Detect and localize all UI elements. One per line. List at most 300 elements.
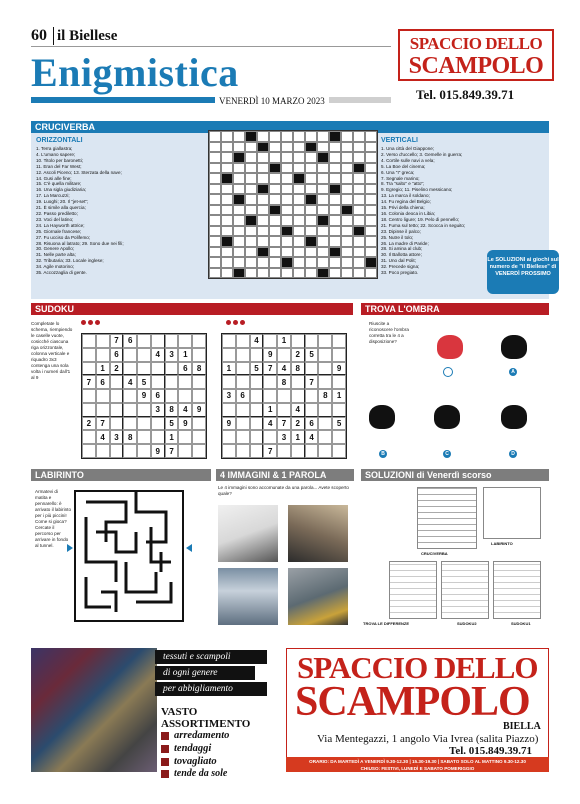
sudoku-cell[interactable] bbox=[291, 444, 305, 458]
sudoku-cell[interactable] bbox=[82, 430, 96, 444]
sudoku-cell[interactable] bbox=[236, 430, 250, 444]
crossword-cell[interactable] bbox=[257, 163, 269, 174]
crossword-cell[interactable] bbox=[365, 152, 377, 163]
crossword-grid[interactable] bbox=[208, 130, 378, 279]
crossword-cell[interactable] bbox=[353, 152, 365, 163]
crossword-cell[interactable] bbox=[305, 131, 317, 142]
sudoku-cell[interactable] bbox=[318, 348, 332, 362]
crossword-cell[interactable] bbox=[317, 205, 329, 216]
crossword-cell[interactable] bbox=[329, 142, 341, 153]
crossword-cell bbox=[233, 194, 245, 205]
crossword-cell[interactable] bbox=[305, 152, 317, 163]
sudoku-cell[interactable] bbox=[250, 417, 264, 431]
sudoku-cell[interactable] bbox=[236, 417, 250, 431]
option-c-badge[interactable]: C bbox=[443, 450, 451, 458]
crossword-cell[interactable] bbox=[209, 152, 221, 163]
crossword-cell[interactable] bbox=[293, 257, 305, 268]
crossword-cell[interactable] bbox=[353, 131, 365, 142]
sudoku-cell[interactable] bbox=[82, 389, 96, 403]
crossword-cell[interactable] bbox=[209, 142, 221, 153]
sudoku-cell[interactable] bbox=[250, 444, 264, 458]
sudoku-cell[interactable] bbox=[110, 417, 124, 431]
sudoku-cell[interactable] bbox=[222, 444, 236, 458]
crossword-cell[interactable] bbox=[281, 173, 293, 184]
top-advert[interactable] bbox=[398, 29, 554, 105]
crossword-cell[interactable] bbox=[365, 236, 377, 247]
crossword-cell[interactable] bbox=[293, 131, 305, 142]
option-d-badge[interactable]: D bbox=[509, 450, 517, 458]
sudoku-cell[interactable] bbox=[263, 375, 277, 389]
crossword-cell[interactable] bbox=[209, 131, 221, 142]
crossword-cell[interactable] bbox=[245, 142, 257, 153]
sudoku-cell[interactable] bbox=[318, 334, 332, 348]
crossword-cell[interactable] bbox=[341, 131, 353, 142]
sudoku-cell[interactable] bbox=[277, 389, 291, 403]
crossword-cell[interactable] bbox=[293, 184, 305, 195]
crossword-cell[interactable] bbox=[269, 268, 281, 279]
crossword-cell[interactable] bbox=[353, 184, 365, 195]
crossword-cell[interactable] bbox=[281, 268, 293, 279]
clue-down: 5. La Boe del cinema; bbox=[381, 163, 426, 169]
crossword-cell[interactable] bbox=[257, 236, 269, 247]
crossword-cell[interactable] bbox=[245, 163, 257, 174]
sudoku-cell[interactable] bbox=[110, 403, 124, 417]
crossword-cell[interactable] bbox=[293, 142, 305, 153]
sudoku-cell[interactable] bbox=[192, 389, 206, 403]
sudoku-cell: 5 bbox=[250, 362, 264, 376]
crossword-cell[interactable] bbox=[305, 163, 317, 174]
sudoku-cell[interactable] bbox=[151, 375, 165, 389]
sudoku-cell[interactable] bbox=[222, 348, 236, 362]
sudoku-cell[interactable] bbox=[178, 444, 192, 458]
clue-down: 8. Tra "salto" e "atto"; bbox=[381, 181, 425, 187]
crossword-cell[interactable] bbox=[209, 215, 221, 226]
crossword-cell[interactable] bbox=[269, 194, 281, 205]
crossword-cell[interactable] bbox=[329, 163, 341, 174]
sudoku-cell[interactable] bbox=[123, 417, 137, 431]
sudoku-cell[interactable] bbox=[236, 348, 250, 362]
crossword-cell[interactable] bbox=[221, 142, 233, 153]
crossword-cell[interactable] bbox=[221, 131, 233, 142]
crossword-cell[interactable] bbox=[245, 205, 257, 216]
crossword-cell[interactable] bbox=[257, 268, 269, 279]
sudoku-cell[interactable] bbox=[222, 403, 236, 417]
crossword-cell[interactable] bbox=[209, 236, 221, 247]
crossword-cell[interactable] bbox=[245, 257, 257, 268]
crossword-cell[interactable] bbox=[221, 226, 233, 237]
crossword-cell[interactable] bbox=[365, 205, 377, 216]
crossword-cell[interactable] bbox=[365, 247, 377, 258]
sudoku-grid-1[interactable] bbox=[81, 333, 207, 459]
crossword-cell[interactable] bbox=[221, 184, 233, 195]
crossword-cell[interactable] bbox=[209, 163, 221, 174]
crossword-cell bbox=[305, 194, 317, 205]
sudoku-cell[interactable] bbox=[236, 334, 250, 348]
crossword-cell[interactable] bbox=[353, 194, 365, 205]
crossword-cell[interactable] bbox=[317, 163, 329, 174]
crossword-cell[interactable] bbox=[293, 152, 305, 163]
crossword-cell[interactable] bbox=[305, 215, 317, 226]
sudoku-cell[interactable] bbox=[165, 389, 179, 403]
crossword-cell[interactable] bbox=[221, 247, 233, 258]
crossword-cell[interactable] bbox=[269, 247, 281, 258]
crossword-cell[interactable] bbox=[305, 247, 317, 258]
crossword-cell[interactable] bbox=[257, 215, 269, 226]
option-b-badge[interactable]: B bbox=[379, 450, 387, 458]
crossword-cell[interactable] bbox=[329, 173, 341, 184]
sudoku-cell[interactable] bbox=[178, 334, 192, 348]
sudoku-cell[interactable] bbox=[165, 375, 179, 389]
crossword-cell[interactable] bbox=[281, 247, 293, 258]
crossword-cell[interactable] bbox=[281, 205, 293, 216]
sudoku-cell[interactable] bbox=[123, 403, 137, 417]
sudoku-cell[interactable] bbox=[178, 375, 192, 389]
sudoku-cell[interactable] bbox=[236, 444, 250, 458]
sudoku-cell[interactable] bbox=[318, 403, 332, 417]
sudoku-cell[interactable] bbox=[277, 403, 291, 417]
crossword-cell[interactable] bbox=[365, 215, 377, 226]
maze-puzzle[interactable] bbox=[74, 490, 184, 622]
crossword-cell[interactable] bbox=[317, 142, 329, 153]
bottom-advert-address: Via Mentegazzi, 1 angolo Via Ivrea (salita Piazzo) bbox=[317, 733, 539, 745]
sudoku-cell[interactable] bbox=[277, 348, 291, 362]
sudoku-cell: 9 bbox=[222, 417, 236, 431]
sudoku-cell[interactable] bbox=[332, 430, 346, 444]
item-tendaggi-label: tendaggi bbox=[174, 743, 212, 754]
crossword-cell[interactable] bbox=[233, 247, 245, 258]
sudoku-cell[interactable] bbox=[291, 334, 305, 348]
solutions-title: SOLUZIONI di Venerdì scorso bbox=[361, 469, 549, 481]
crossword-cell[interactable] bbox=[305, 205, 317, 216]
clue-across: 15. C'è quella militare; bbox=[36, 181, 82, 187]
crossword-cell[interactable] bbox=[209, 226, 221, 237]
crossword-cell[interactable] bbox=[353, 268, 365, 279]
sudoku-cell[interactable] bbox=[123, 348, 137, 362]
crossword-cell[interactable] bbox=[221, 257, 233, 268]
sudoku-cell[interactable] bbox=[178, 430, 192, 444]
sudoku-cell[interactable] bbox=[151, 362, 165, 376]
crossword-cell[interactable] bbox=[317, 257, 329, 268]
sudoku-cell[interactable] bbox=[332, 444, 346, 458]
crossword-cell[interactable] bbox=[329, 152, 341, 163]
crossword-cell[interactable] bbox=[293, 268, 305, 279]
sudoku-cell[interactable] bbox=[263, 334, 277, 348]
shadow-d-image[interactable] bbox=[501, 405, 527, 429]
option-a-badge[interactable]: A bbox=[509, 368, 517, 376]
crossword-cell[interactable] bbox=[317, 226, 329, 237]
sudoku-cell[interactable] bbox=[332, 375, 346, 389]
sudoku-cell[interactable] bbox=[192, 430, 206, 444]
crossword-cell[interactable] bbox=[365, 131, 377, 142]
crossword-cell[interactable] bbox=[329, 236, 341, 247]
crossword-cell[interactable] bbox=[341, 173, 353, 184]
sudoku-cell[interactable] bbox=[332, 403, 346, 417]
crossword-cell[interactable] bbox=[233, 131, 245, 142]
crossword-cell[interactable] bbox=[293, 194, 305, 205]
crossword-cell[interactable] bbox=[257, 257, 269, 268]
crossword-cell[interactable] bbox=[293, 247, 305, 258]
opening-hours-line1: ORARIO: DA MARTEDÌ A VENERDÌ 9.30-12.30 | 15.30-19.30 | SABATO SOLO AL MATTINO 9.30-12.30 bbox=[309, 759, 526, 764]
sudoku-cell[interactable] bbox=[137, 444, 151, 458]
sudoku-cell[interactable] bbox=[151, 430, 165, 444]
crossword-cell[interactable] bbox=[305, 257, 317, 268]
crossword-cell[interactable] bbox=[245, 184, 257, 195]
crossword-cell[interactable] bbox=[341, 257, 353, 268]
sudoku-cell[interactable] bbox=[110, 375, 124, 389]
sudoku-cell[interactable] bbox=[318, 362, 332, 376]
crossword-cell[interactable] bbox=[365, 268, 377, 279]
crossword-cell[interactable] bbox=[221, 194, 233, 205]
sudoku-cell[interactable] bbox=[332, 348, 346, 362]
sudoku-cell[interactable] bbox=[178, 389, 192, 403]
sudoku-cell[interactable] bbox=[222, 430, 236, 444]
sudoku-cell[interactable] bbox=[250, 348, 264, 362]
sudoku-cell[interactable] bbox=[110, 389, 124, 403]
sudoku-cell[interactable] bbox=[263, 430, 277, 444]
crossword-cell[interactable] bbox=[365, 142, 377, 153]
crossword-cell[interactable] bbox=[317, 247, 329, 258]
crossword-cell[interactable] bbox=[281, 152, 293, 163]
crossword-cell[interactable] bbox=[209, 257, 221, 268]
crossword-cell[interactable] bbox=[329, 268, 341, 279]
crossword-cell[interactable] bbox=[269, 215, 281, 226]
crossword-cell[interactable] bbox=[341, 194, 353, 205]
crossword-cell bbox=[269, 205, 281, 216]
crossword-cell[interactable] bbox=[281, 163, 293, 174]
sudoku-cell[interactable] bbox=[123, 362, 137, 376]
crossword-cell[interactable] bbox=[269, 152, 281, 163]
crossword-cell[interactable] bbox=[269, 226, 281, 237]
crossword-cell[interactable] bbox=[209, 247, 221, 258]
crossword-cell[interactable] bbox=[341, 152, 353, 163]
crossword-cell[interactable] bbox=[365, 184, 377, 195]
crossword-cell[interactable] bbox=[281, 215, 293, 226]
sudoku-cell[interactable] bbox=[192, 375, 206, 389]
crossword-cell[interactable] bbox=[221, 152, 233, 163]
crossword-cell[interactable] bbox=[305, 184, 317, 195]
sudoku-cell[interactable] bbox=[318, 417, 332, 431]
crossword-cell[interactable] bbox=[245, 152, 257, 163]
crossword-cell[interactable] bbox=[353, 205, 365, 216]
crossword-cell[interactable] bbox=[341, 163, 353, 174]
crossword-cell[interactable] bbox=[257, 152, 269, 163]
crossword-cell[interactable] bbox=[245, 268, 257, 279]
crossword-cell[interactable] bbox=[305, 173, 317, 184]
sudoku-cell[interactable] bbox=[318, 375, 332, 389]
crossword-cell[interactable] bbox=[305, 226, 317, 237]
sudoku-cell[interactable] bbox=[137, 430, 151, 444]
crossword-cell[interactable] bbox=[341, 236, 353, 247]
crossword-cell[interactable] bbox=[269, 173, 281, 184]
sudoku-cell[interactable] bbox=[151, 334, 165, 348]
sudoku-cell[interactable] bbox=[192, 334, 206, 348]
sudoku-cell[interactable] bbox=[137, 334, 151, 348]
crossword-cell[interactable] bbox=[293, 205, 305, 216]
crossword-cell[interactable] bbox=[257, 173, 269, 184]
crossword-cell[interactable] bbox=[209, 268, 221, 279]
crossword-cell[interactable] bbox=[257, 194, 269, 205]
crossword-cell[interactable] bbox=[341, 184, 353, 195]
sudoku-cell[interactable] bbox=[263, 389, 277, 403]
sudoku-cell[interactable] bbox=[250, 403, 264, 417]
crossword-cell[interactable] bbox=[293, 236, 305, 247]
sudoku-cell[interactable] bbox=[96, 403, 110, 417]
crossword-cell[interactable] bbox=[269, 257, 281, 268]
crossword-cell[interactable] bbox=[329, 194, 341, 205]
sudoku-cell[interactable] bbox=[137, 403, 151, 417]
crossword-cell[interactable] bbox=[233, 257, 245, 268]
crossword-cell[interactable] bbox=[269, 236, 281, 247]
crossword-cell[interactable] bbox=[341, 268, 353, 279]
crossword-cell[interactable] bbox=[281, 142, 293, 153]
crossword-cell[interactable] bbox=[329, 257, 341, 268]
sudoku-cell[interactable] bbox=[96, 389, 110, 403]
crossword-cell[interactable] bbox=[221, 163, 233, 174]
crossword-cell[interactable] bbox=[341, 247, 353, 258]
sudoku-cell[interactable] bbox=[165, 362, 179, 376]
sudoku-cell[interactable] bbox=[137, 348, 151, 362]
crossword-cell[interactable] bbox=[341, 215, 353, 226]
crossword-cell[interactable] bbox=[209, 173, 221, 184]
crossword-cell[interactable] bbox=[281, 236, 293, 247]
crossword-cell[interactable] bbox=[353, 236, 365, 247]
crossword-cell[interactable] bbox=[365, 194, 377, 205]
sudoku-cell[interactable] bbox=[250, 375, 264, 389]
crossword-cell[interactable] bbox=[209, 184, 221, 195]
crossword-cell[interactable] bbox=[245, 226, 257, 237]
crossword-cell[interactable] bbox=[317, 173, 329, 184]
shadow-b-image[interactable] bbox=[369, 405, 395, 429]
crossword-cell[interactable] bbox=[269, 184, 281, 195]
sudoku-cell[interactable] bbox=[305, 389, 319, 403]
crossword-cell[interactable] bbox=[245, 194, 257, 205]
sudoku-cell[interactable] bbox=[151, 417, 165, 431]
crossword-cell[interactable] bbox=[257, 226, 269, 237]
item-tende bbox=[161, 768, 227, 779]
sudoku-cell[interactable] bbox=[82, 403, 96, 417]
crossword-cell[interactable] bbox=[293, 215, 305, 226]
bottom-advert-logo[interactable] bbox=[286, 648, 549, 772]
sudoku-cell[interactable] bbox=[165, 334, 179, 348]
crossword-cell[interactable] bbox=[353, 142, 365, 153]
sudoku-cell[interactable] bbox=[332, 334, 346, 348]
crossword-cell[interactable] bbox=[257, 205, 269, 216]
sudoku-cell[interactable] bbox=[123, 389, 137, 403]
sudoku-cell[interactable] bbox=[192, 417, 206, 431]
sudoku-cell[interactable] bbox=[137, 362, 151, 376]
crossword-cell[interactable] bbox=[353, 173, 365, 184]
crossword-cell[interactable] bbox=[233, 184, 245, 195]
crossword-cell[interactable] bbox=[365, 163, 377, 174]
crossword-cell[interactable] bbox=[329, 226, 341, 237]
crossword-cell[interactable] bbox=[245, 236, 257, 247]
crossword-cell[interactable] bbox=[317, 131, 329, 142]
crossword-cell[interactable] bbox=[233, 226, 245, 237]
sudoku-cell[interactable] bbox=[96, 334, 110, 348]
crossword-cell[interactable] bbox=[233, 215, 245, 226]
sudoku-cell[interactable] bbox=[236, 375, 250, 389]
crossword-cell[interactable] bbox=[317, 194, 329, 205]
crossword-cell[interactable] bbox=[293, 163, 305, 174]
crossword-cell[interactable] bbox=[353, 257, 365, 268]
sudoku-cell[interactable] bbox=[236, 403, 250, 417]
crossword-cell[interactable] bbox=[281, 131, 293, 142]
crossword-cell[interactable] bbox=[209, 194, 221, 205]
sudoku-cell[interactable] bbox=[96, 348, 110, 362]
crossword-cell[interactable] bbox=[233, 142, 245, 153]
sudoku-cell[interactable] bbox=[250, 430, 264, 444]
sudoku-cell[interactable] bbox=[305, 403, 319, 417]
crossword-cell[interactable] bbox=[269, 131, 281, 142]
sudoku-cell[interactable] bbox=[236, 362, 250, 376]
crossword-cell[interactable] bbox=[209, 205, 221, 216]
crossword-cell[interactable] bbox=[365, 226, 377, 237]
sudoku-cell[interactable] bbox=[82, 348, 96, 362]
sudoku-cell[interactable] bbox=[277, 444, 291, 458]
crossword-cell[interactable] bbox=[221, 205, 233, 216]
sudoku-cell[interactable] bbox=[96, 444, 110, 458]
sudoku-cell[interactable] bbox=[291, 375, 305, 389]
crossword-cell[interactable] bbox=[233, 173, 245, 184]
sudoku-cell[interactable] bbox=[305, 444, 319, 458]
sudoku-cell[interactable] bbox=[123, 444, 137, 458]
crossword-cell[interactable] bbox=[365, 173, 377, 184]
crossword-cell[interactable] bbox=[233, 163, 245, 174]
crossword-cell[interactable] bbox=[353, 247, 365, 258]
sudoku-cell[interactable] bbox=[318, 444, 332, 458]
crossword-cell[interactable] bbox=[281, 184, 293, 195]
crossword-cell[interactable] bbox=[233, 205, 245, 216]
sudoku-cell[interactable] bbox=[110, 444, 124, 458]
crossword-cell[interactable] bbox=[317, 184, 329, 195]
sudoku-cell[interactable] bbox=[192, 444, 206, 458]
crossword-cell[interactable] bbox=[329, 215, 341, 226]
crossword-cell[interactable] bbox=[305, 268, 317, 279]
crossword-cell[interactable] bbox=[341, 226, 353, 237]
sudoku-cell[interactable] bbox=[137, 417, 151, 431]
sudoku-cell[interactable] bbox=[250, 389, 264, 403]
crossword-cell[interactable] bbox=[269, 142, 281, 153]
sudoku-cell[interactable] bbox=[192, 348, 206, 362]
crossword-cell[interactable] bbox=[353, 215, 365, 226]
crossword-cell[interactable] bbox=[221, 215, 233, 226]
shadow-c-image[interactable] bbox=[434, 405, 460, 429]
crossword-cell bbox=[305, 236, 317, 247]
crossword-cell[interactable] bbox=[221, 268, 233, 279]
crossword-cell[interactable] bbox=[257, 131, 269, 142]
sudoku-cell[interactable] bbox=[318, 430, 332, 444]
sudoku-grid-2[interactable] bbox=[221, 333, 347, 459]
sudoku-cell[interactable] bbox=[291, 389, 305, 403]
sudoku-cell[interactable] bbox=[82, 444, 96, 458]
crossword-cell[interactable] bbox=[293, 226, 305, 237]
sudoku-cell[interactable] bbox=[305, 334, 319, 348]
sudoku-cell[interactable] bbox=[222, 334, 236, 348]
sudoku-cell[interactable] bbox=[305, 362, 319, 376]
crossword-cell[interactable] bbox=[341, 142, 353, 153]
shadow-a-image[interactable] bbox=[501, 335, 527, 359]
sudoku-cell[interactable] bbox=[82, 334, 96, 348]
crossword-cell[interactable] bbox=[281, 194, 293, 205]
sudoku-cell[interactable] bbox=[222, 375, 236, 389]
crossword-cell[interactable] bbox=[245, 173, 257, 184]
crossword-cell[interactable] bbox=[317, 236, 329, 247]
crossword-cell bbox=[233, 268, 245, 279]
crossword-cell[interactable] bbox=[233, 236, 245, 247]
crossword-cell[interactable] bbox=[245, 247, 257, 258]
sudoku-cell[interactable] bbox=[82, 362, 96, 376]
crossword-cell[interactable] bbox=[329, 205, 341, 216]
